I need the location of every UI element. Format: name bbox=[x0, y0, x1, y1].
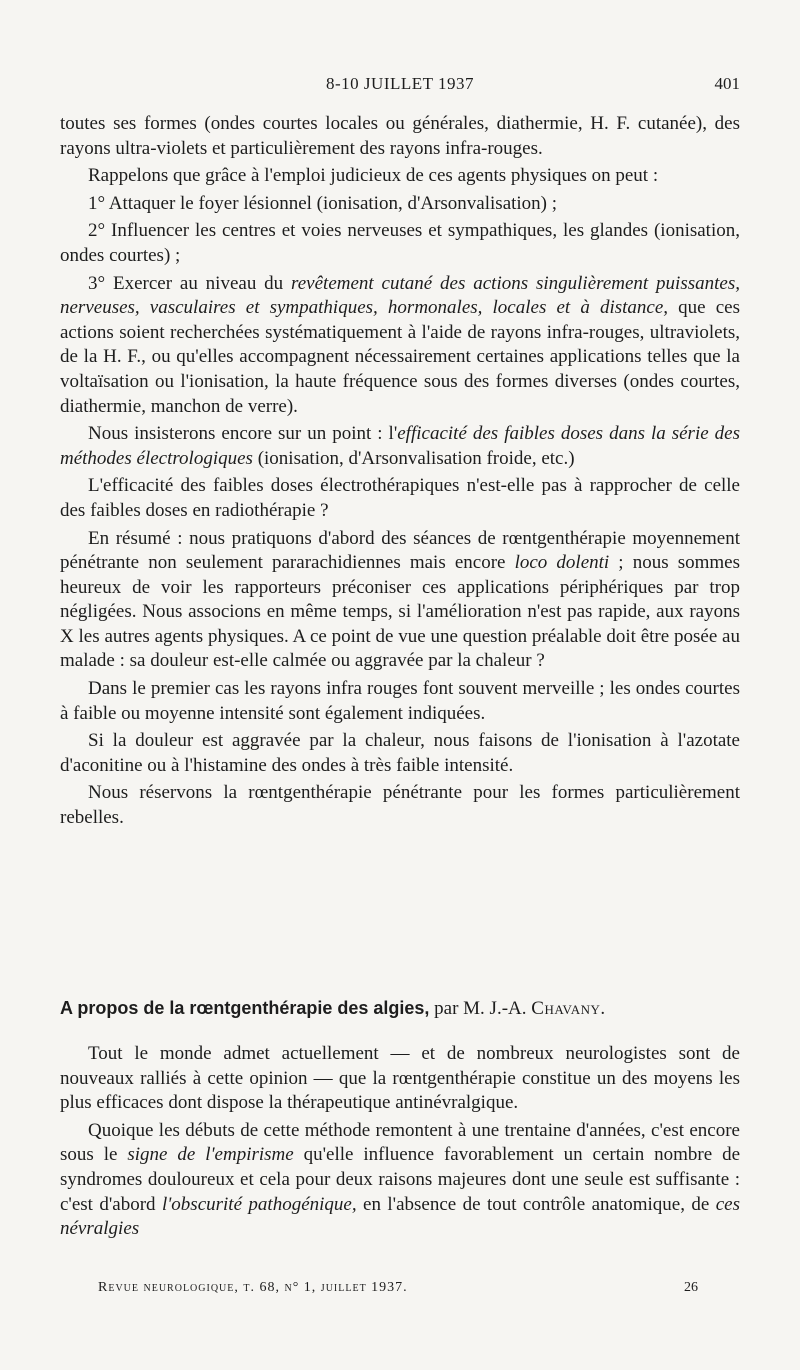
paragraph: Rappelons que grâce à l'emploi judicieux de ces agents physiques on peut : bbox=[88, 165, 659, 187]
text-run: (ionisation, d'Arsonvalisation froide, etc.) bbox=[252, 447, 575, 469]
text-run: qu'elle influence favorablement un certain nombre de syndromes douloureux et cela pour deux raisons majeures dont une seule est suffisante : c'est d'abord bbox=[60, 1144, 740, 1215]
paragraph: Tout le monde admet actuellement — et de nombreux neurologistes sont de nouveaux ralliés à cette opinion — que la rœntgenthérapie constitue un des moyens les plus efficaces dont dispose la thérapeutique antinévralgique. bbox=[60, 1043, 740, 1114]
text-run: Quoique les débuts de cette méthode remontent à une trentaine d'années, c'est encore sous le bbox=[60, 1119, 740, 1166]
page-number: 401 bbox=[714, 74, 740, 93]
running-head bbox=[60, 74, 740, 100]
article-title: A propos de la rœntgenthérapie des algies, bbox=[60, 998, 430, 1018]
running-head-date: 8-10 JUILLET 1937 bbox=[326, 74, 474, 93]
article-author: Chavany. bbox=[531, 998, 606, 1019]
text-run: Nous insisterons encore sur un point : l' bbox=[88, 423, 398, 445]
paragraph: Nous réservons la rœntgenthérapie pénétrante pour les formes particulièrement rebelles. bbox=[60, 782, 740, 829]
paragraph-list-item: 2° Influencer les centres et voies nerveuses et sympathiques, les glandes (ionisation, ondes courtes) ; bbox=[60, 220, 740, 266]
paragraph: Si la douleur est aggravée par la chaleur, nous faisons de l'ionisation à l'azotate d'aconitine ou à l'histamine des ondes à très faible intensité. bbox=[60, 730, 740, 776]
article-heading bbox=[60, 996, 740, 1021]
paragraph-list-item: 1° Attaquer le foyer lésionnel (ionisation, d'Arsonvalisation) ; bbox=[88, 192, 558, 214]
page-footer bbox=[98, 1280, 698, 1302]
footer-volume: t. 68, n° 1, juillet 1937. bbox=[238, 1280, 408, 1295]
article-byline: par M. J.-A. bbox=[429, 998, 532, 1019]
footer-sheet-number: 26 bbox=[684, 1280, 698, 1295]
article-text bbox=[60, 1042, 740, 1242]
discussion-text bbox=[60, 112, 740, 831]
text-run: 3° Exercer au niveau du bbox=[88, 272, 292, 294]
text-run: ; nous sommes heureux de voir les rapporteurs préconiser ces applications périphériques par trop négligées. Nous associons en même temps, si l'amélioration n'est pas rapide, aux rayons X les autres agents physiques. A ce point de vue une question préalable doit être posée au malade : sa douleur est-elle calmée ou aggravée par la chaleur ? bbox=[60, 552, 740, 672]
italic-run: loco dolenti bbox=[514, 552, 610, 574]
paragraph: L'efficacité des faibles doses électrothérapiques n'est-elle pas à rapprocher de celle des faibles doses en radiothérapie ? bbox=[60, 475, 740, 521]
italic-run: revêtement cutané des actions singulièrement puissantes, nerveuses, vasculaires et sympathiques, hormonales, locales et à distance, bbox=[60, 272, 740, 319]
footer-journal: Revue neurologique, bbox=[98, 1280, 239, 1295]
italic-run: efficacité des faibles doses dans la série des méthodes électrologiques bbox=[60, 423, 740, 469]
text-run: En résumé : nous pratiquons d'abord des séances de rœntgenthérapie moyennement pénétrante non seulement pararachidiennes mais encore bbox=[60, 527, 740, 574]
paragraph bbox=[60, 1119, 740, 1242]
paragraph bbox=[60, 527, 740, 675]
italic-run: signe de l'empirisme bbox=[127, 1144, 294, 1166]
paragraph: Dans le premier cas les rayons infra rouges font souvent merveille ; les ondes courtes à faible ou moyenne intensité sont également indiquées. bbox=[60, 678, 740, 724]
paragraph-list-item bbox=[60, 272, 740, 420]
text-run: que ces actions soient recherchées systématiquement à l'aide de rayons infra-rouges, ultraviolets, de la H. F., ou qu'elles accompagnent nécessairement certaines applications telles que la voltaïsation ou l'ionisation, la haute fréquence sous des formes diverses (ondes courtes, diathermie, manchon de verre). bbox=[60, 297, 740, 417]
paragraph: toutes ses formes (ondes courtes locales ou générales, diathermie, H. F. cutanée), des rayons ultra-violets et particulièrement des rayons infra-rouges. bbox=[60, 113, 740, 159]
text-run: en l'absence de tout contrôle anatomique, de bbox=[356, 1193, 716, 1215]
italic-run: ces névralgies bbox=[60, 1193, 740, 1240]
italic-run: l'obscurité pathogénique, bbox=[161, 1193, 357, 1215]
paragraph bbox=[60, 422, 740, 471]
